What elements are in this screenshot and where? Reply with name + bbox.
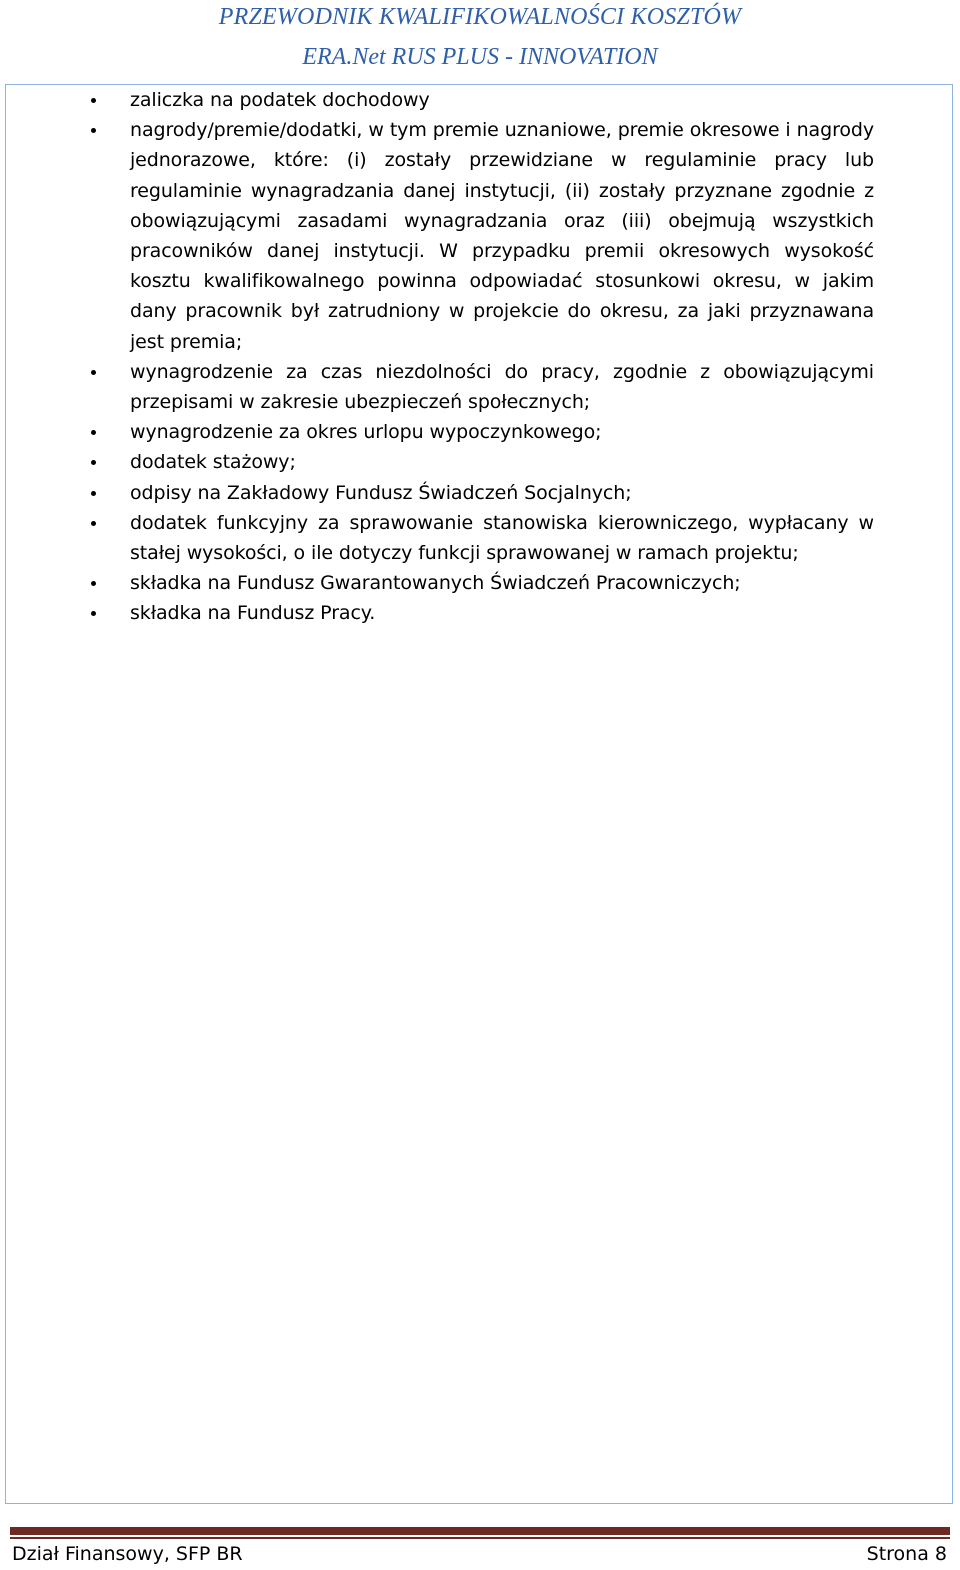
list-item xyxy=(88,115,874,357)
list-item xyxy=(88,568,874,598)
bullet-icon xyxy=(91,128,96,133)
list-item xyxy=(88,508,874,568)
list-item xyxy=(88,417,874,447)
list-item-text: składka na Fundusz Pracy. xyxy=(130,602,376,625)
list-item xyxy=(88,85,874,115)
bullet-icon xyxy=(91,98,96,103)
bullet-icon xyxy=(91,581,96,586)
bullet-icon xyxy=(91,521,96,526)
list-item-text: wynagrodzenie za czas niezdolności do pracy, zgodnie z obowiązującymi przepisami w zakresie ubezpieczeń społecznych; xyxy=(130,360,874,414)
header-subtitle: ERA.Net RUS PLUS - INNOVATION xyxy=(302,44,658,70)
footer-department: Dział Finansowy, SFP BR xyxy=(12,1543,243,1565)
list-item-text: odpisy na Zakładowy Fundusz Świadczeń Socjalnych; xyxy=(130,481,632,504)
list-item xyxy=(88,598,874,628)
footer-divider-thin xyxy=(10,1537,950,1539)
list-item-text: dodatek funkcyjny za sprawowanie stanowiska kierowniczego, wypłacany w stałej wysokości, o ile dotyczy funkcji sprawowanej w ramach projektu; xyxy=(130,511,874,565)
list-item-text: wynagrodzenie za okres urlopu wypoczynkowego; xyxy=(130,421,602,444)
bullet-icon xyxy=(91,370,96,375)
footer-divider xyxy=(10,1527,950,1535)
bullet-icon xyxy=(91,491,96,496)
list-item xyxy=(88,357,874,417)
list-item xyxy=(88,478,874,508)
bullet-icon xyxy=(91,460,96,465)
bullet-icon xyxy=(91,611,96,616)
footer-page-number: Strona 8 xyxy=(866,1543,947,1565)
bullet-list xyxy=(88,85,874,629)
list-item-text: składka na Fundusz Gwarantowanych Świadczeń Pracowniczych; xyxy=(130,572,741,595)
list-item-text: dodatek stażowy; xyxy=(130,451,296,474)
header-title: PRZEWODNIK KWALIFIKOWALNOŚCI KOSZTÓW xyxy=(218,4,742,30)
list-item-text: zaliczka na podatek dochodowy xyxy=(130,89,430,111)
list-item xyxy=(88,447,874,477)
list-item-text: nagrody/premie/dodatki, w tym premie uznaniowe, premie okresowe i nagrody jednorazowe, które: (i) zostały przewidziane w regulaminie pracy lub regulaminie wynagradzania danej instytucji, (ii) zostały przyznane zgodnie z obowiązującymi zasadami wynagradzania oraz (iii) obejmują wszystkich pracowników danej instytucji. W przypadku premii okresowych wysokość kosztu kwalifikowalnego powinna odpowiadać stosunkowi okresu, w jakim dany pracownik był zatrudniony w projekcie do okresu, za jaki przyznawana jest premia; xyxy=(130,119,874,353)
bullet-icon xyxy=(91,430,96,435)
